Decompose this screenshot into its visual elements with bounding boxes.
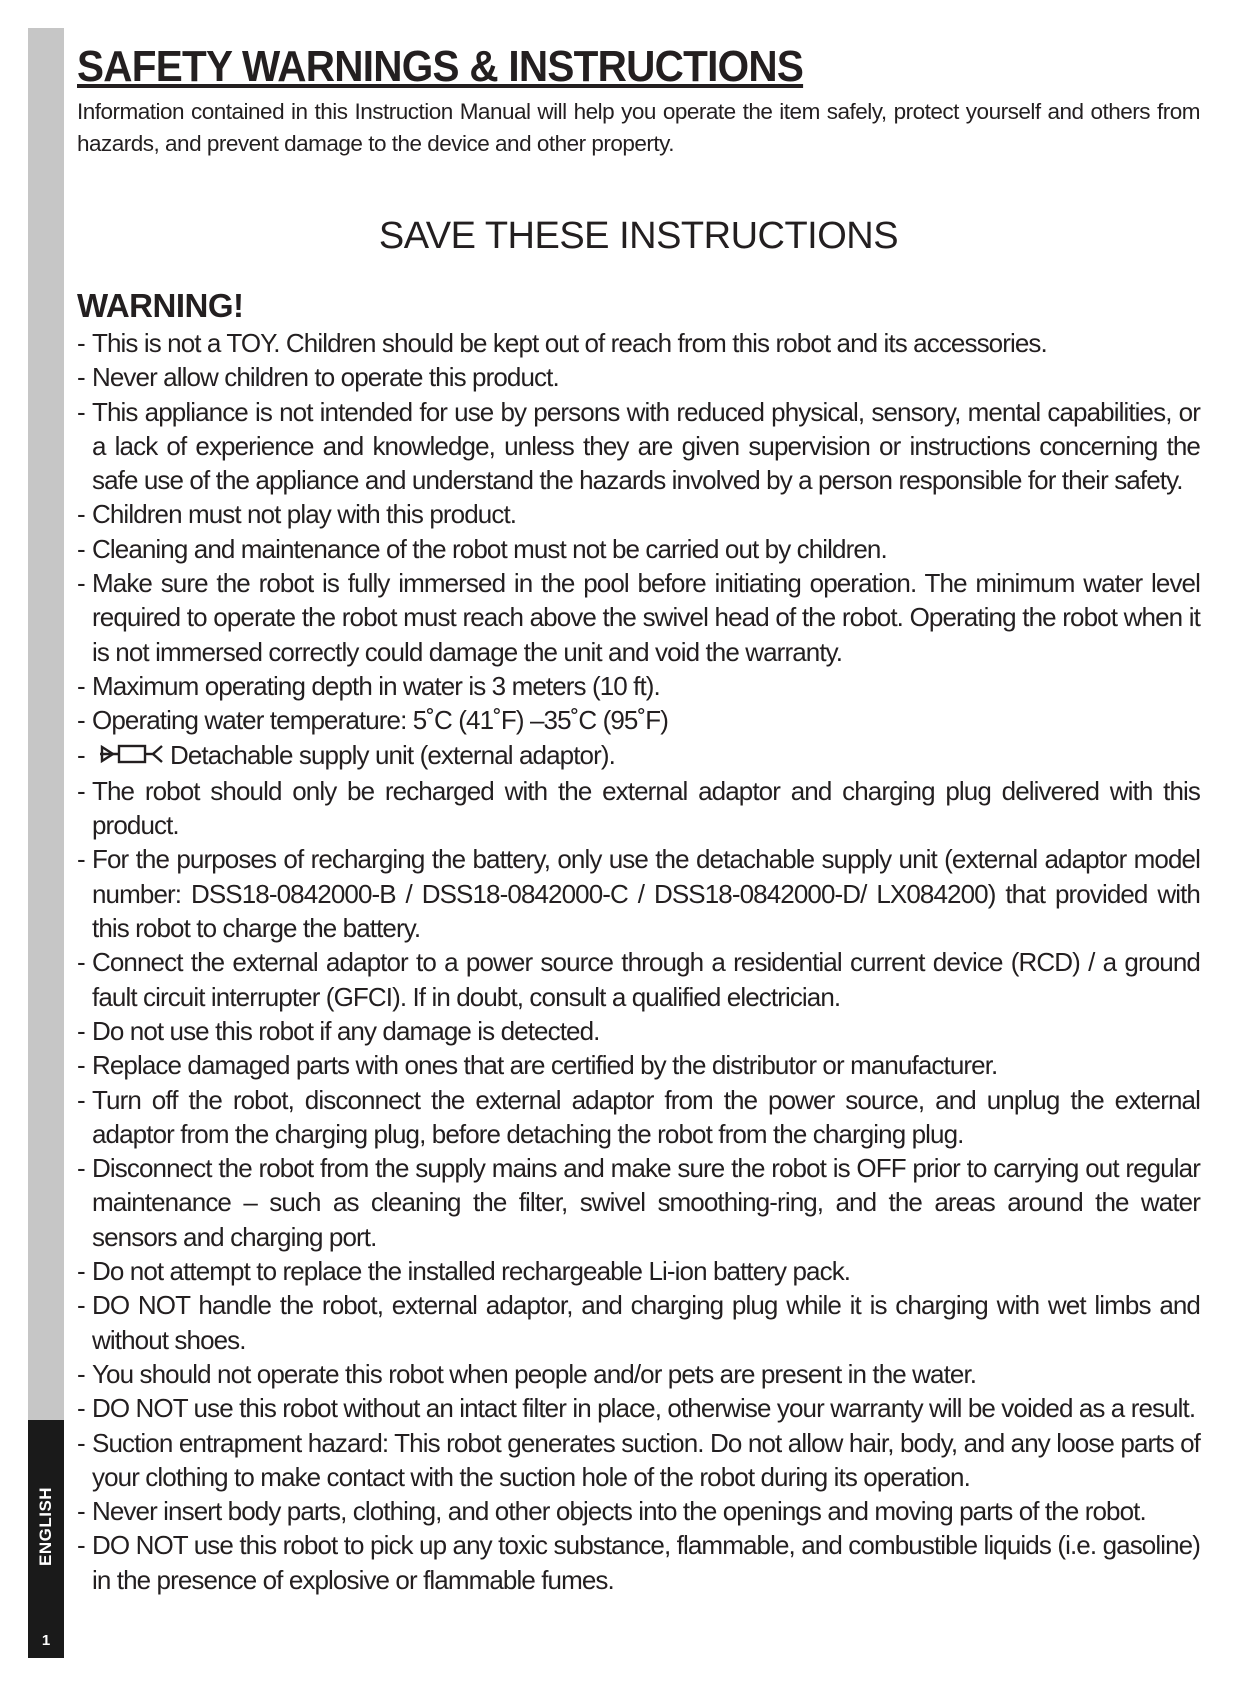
- list-item-text: Children must not play with this product.: [92, 499, 517, 530]
- list-item: - You should not operate this robot when people and/or pets are present in the water.: [77, 1358, 977, 1389]
- list-item-text: Never allow children to operate this product.: [92, 362, 559, 393]
- warning-heading: WARNING!: [77, 287, 244, 324]
- list-item-text: The robot should only be recharged with the external adaptor and charging plug delivered with this product.: [92, 775, 1200, 841]
- list-item-text: Detachable supply unit (external adaptor).: [170, 739, 615, 770]
- list-item: - Never insert body parts, clothing, and other objects into the openings and moving parts of the robot.: [77, 1496, 1146, 1527]
- list-item-text: Make sure the robot is fully immersed in the pool before initiating operation. The minimum water level required to operate the robot must reach above the swivel head of the robot. Operating the robot when it is not immersed correctly could damage the unit and void the warranty.: [92, 568, 1200, 667]
- page-content: [77, 40, 1200, 1597]
- language-label: [36, 1534, 56, 1566]
- page-title: SAFETY WARNINGS & INSTRUCTIONS: [77, 42, 804, 91]
- list-item-text: Maximum operating depth in water is 3 meters (10 ft).: [92, 670, 660, 701]
- list-item: - For the purposes of recharging the battery, only use the detachable supply unit (external adaptor model number: DSS18-0842000-B / DSS18-0842000-C / DSS18-0842000-D/ LX084200) that provided with this robot to charge the battery.: [77, 844, 1200, 944]
- detachable-supply-unit-icon: [92, 740, 166, 774]
- list-item: - Turn off the robot, disconnect the external adaptor from the power source, and unplug the external adaptor from the charging plug, before detaching the robot from the charging plug.: [77, 1084, 1200, 1149]
- list-item: - DO NOT use this robot without an intact filter in place, otherwise your warranty will be voided as a result.: [77, 1393, 1196, 1424]
- list-item: - Do not use this robot if any damage is detected.: [77, 1015, 600, 1046]
- list-item: - DO NOT handle the robot, external adaptor, and charging plug while it is charging with wet limbs and without shoes.: [77, 1290, 1200, 1355]
- list-item: - Suction entrapment hazard: This robot generates suction. Do not allow hair, body, and any loose parts of your clothing to make contact with the suction hole of the robot during its operation.: [77, 1427, 1200, 1492]
- list-item-text: For the purposes of recharging the battery, only use the detachable supply unit (external adaptor model number: DSS18-0842000-B / DSS18-0842000-C / DSS18-0842000-D/ LX084200) that provided with this robot to charge the battery.: [92, 844, 1200, 944]
- list-item: - DO NOT use this robot to pick up any toxic substance, flammable, and combustible liquids (i.e. gasoline) in the presence of explosive or flammable fumes.: [77, 1530, 1200, 1595]
- list-item: - The robot should only be recharged with the external adaptor and charging plug delivered with this product.: [77, 775, 1200, 841]
- list-item-text: Do not use this robot if any damage is detected.: [92, 1015, 600, 1046]
- list-item-text: DO NOT use this robot to pick up any toxic substance, flammable, and combustible liquids (i.e. gasoline) in the presence of explosive or flammable fumes.: [92, 1530, 1200, 1595]
- list-item: - Cleaning and maintenance of the robot must not be carried out by children.: [77, 533, 887, 564]
- list-item: - Connect the external adaptor to a power source through a residential current device (RCD) / a ground fault circuit interrupter (GFCI). If in doubt, consult a qualified electrician.: [77, 947, 1200, 1012]
- list-item-text: Cleaning and maintenance of the robot must not be carried out by children.: [92, 533, 887, 564]
- list-item-text: Turn off the robot, disconnect the external adaptor from the power source, and unplug the external adaptor from the charging plug, before detaching the robot from the charging plug.: [92, 1084, 1200, 1149]
- list-item: - Do not attempt to replace the installed rechargeable Li-ion battery pack.: [77, 1256, 851, 1287]
- list-item-text: Suction entrapment hazard: This robot generates suction. Do not allow hair, body, and any loose parts of your clothing to make contact with the suction hole of the robot during its operation.: [92, 1427, 1200, 1492]
- list-item: - Never allow children to operate this product.: [77, 362, 559, 393]
- list-item-text: Replace damaged parts with ones that are certified by the distributor or manufacturer.: [92, 1050, 998, 1081]
- list-item-text: Never insert body parts, clothing, and other objects into the openings and moving parts of the robot.: [92, 1496, 1146, 1527]
- save-instructions-heading: SAVE THESE INSTRUCTIONS: [378, 215, 899, 257]
- list-item: - Detachable supply unit (external adaptor).: [77, 738, 1200, 774]
- list-item: - Make sure the robot is fully immersed in the pool before initiating operation. The minimum water level required to operate the robot must reach above the swivel head of the robot. Operating the robot when it is not immersed correctly could damage the unit and void the warranty.: [77, 568, 1200, 667]
- intro-paragraph: Information contained in this Instruction Manual will help you operate the item safely, protect yourself and others from hazards, and prevent damage to the device and other property.: [77, 99, 1200, 156]
- page-number: 1: [41, 1632, 51, 1649]
- list-item-text: DO NOT handle the robot, external adaptor, and charging plug while it is charging with wet limbs and without shoes.: [92, 1290, 1200, 1355]
- list-item-text: Disconnect the robot from the supply mains and make sure the robot is OFF prior to carrying out regular maintenance – such as cleaning the filter, swivel smoothing-ring, and the areas around the water sensors and charging port.: [92, 1153, 1200, 1252]
- list-item-text: DO NOT use this robot without an intact filter in place, otherwise your warranty will be voided as a result.: [92, 1393, 1196, 1424]
- list-item-text: Operating water temperature: 5˚C (41˚F) –35˚C (95˚F): [92, 705, 668, 736]
- list-item: - Children must not play with this product.: [77, 499, 517, 530]
- list-item: - Operating water temperature: 5˚C (41˚F) –35˚C (95˚F): [77, 705, 668, 736]
- list-item-text: This appliance is not intended for use by persons with reduced physical, sensory, mental capabilities, or a lack of experience and knowledge, unless they are given supervision or instructions concerning the safe use of the appliance and understand the hazards involved by a person responsible for their safety.: [92, 396, 1200, 496]
- list-item-text: Connect the external adaptor to a power source through a residential current device (RCD) / a ground fault circuit interrupter (GFCI). If in doubt, consult a qualified electrician.: [92, 947, 1200, 1012]
- list-item-text: Do not attempt to replace the installed rechargeable Li-ion battery pack.: [92, 1256, 851, 1287]
- list-item-text: This is not a TOY. Children should be kept out of reach from this robot and its accessories.: [92, 328, 1047, 358]
- side-margin-bar: [28, 28, 64, 1440]
- list-item: - This is not a TOY. Children should be kept out of reach from this robot and its accessories.: [77, 328, 1047, 358]
- list-item: - Disconnect the robot from the supply mains and make sure the robot is OFF prior to carrying out regular maintenance – such as cleaning the filter, swivel smoothing-ring, and the areas around the water sensors and charging port.: [77, 1153, 1200, 1252]
- list-item: - Maximum operating depth in water is 3 meters (10 ft).: [77, 670, 660, 701]
- warning-list: [77, 326, 1200, 1597]
- list-item: - This appliance is not intended for use by persons with reduced physical, sensory, mental capabilities, or a lack of experience and knowledge, unless they are given supervision or instructions concerning the safe use of the appliance and understand the hazards involved by a person responsible for their safety.: [77, 396, 1200, 496]
- list-item: - Replace damaged parts with ones that are certified by the distributor or manufacturer.: [77, 1050, 998, 1081]
- list-item-text: You should not operate this robot when people and/or pets are present in the water.: [92, 1358, 977, 1389]
